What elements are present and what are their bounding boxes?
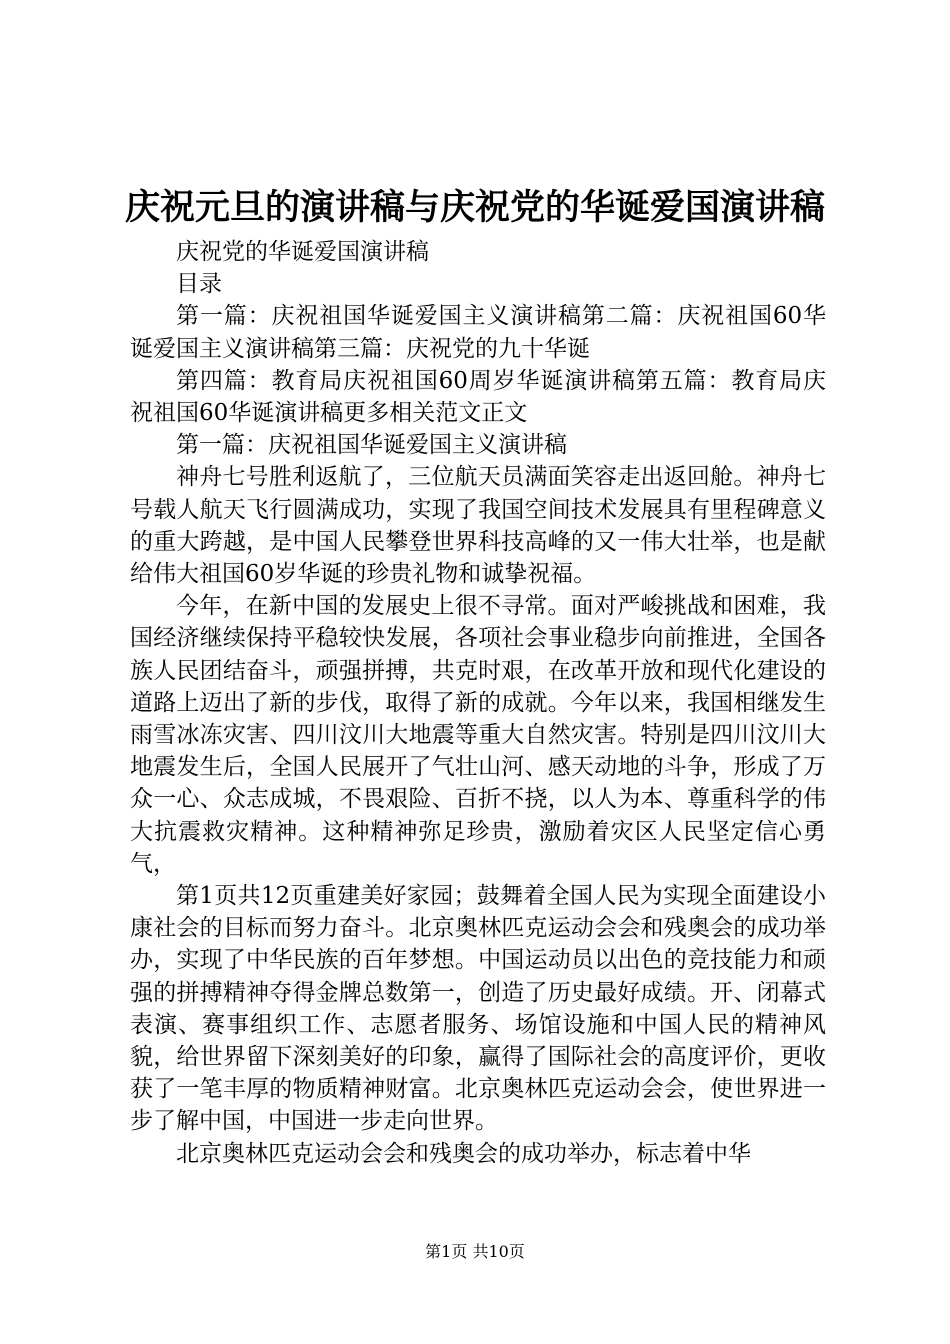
body-paragraph: 第1页共12页重建美好家园；鼓舞着全国人民为实现全面建设小康社会的目标而努力奋斗。北京奥林匹克运动会会和残奥会的成功举办，实现了中华民族的百年梦想。中国运动员以出色的竞技能力和顽强的拼搏精神夺得金牌总数第一，创造了历史最好成绩。开、闭幕式表演、赛事组织工作、志愿者服务、场馆设施和中国人民的精神风貌，给世界留下深刻美好的印象，赢得了国际社会的高度评价，更收获了一笔丰厚的物质精神财富。北京奥林匹克运动会会，使世界进一步了解中国，中国进一步走向世界。 [130, 883, 826, 1135]
body-paragraph: 神舟七号胜利返航了，三位航天员满面笑容走出返回舱。神舟七号载人航天飞行圆满成功，实现了我国空间技术发展具有里程碑意义的重大跨越，是中国人民攀登世界科技高峰的又一伟大壮举，也是献给伟大祖国60岁华诞的珍贵礼物和诚挚祝福。 [130, 464, 826, 588]
document-body [130, 236, 826, 1170]
section-heading: 第一篇：庆祝祖国华诞爱国主义演讲稿 [176, 432, 567, 459]
toc-heading: 目录 [176, 271, 222, 298]
body-paragraph: 今年，在新中国的发展史上很不寻常。面对严峻挑战和困难，我国经济继续保持平稳较快发展，各项社会事业稳步向前推进，全国各族人民团结奋斗，顽强拼搏，共克时艰，在改革开放和现代化建设的道路上迈出了新的步伐，取得了新的成就。今年以来，我国相继发生雨雪冰冻灾害、四川汶川大地震等重大自然灾害。特别是四川汶川大地震发生后，全国人民展开了气壮山河、感天动地的斗争，形成了万众一心、众志成城，不畏艰险、百折不挠，以人为本、尊重科学的伟大抗震救灾精神。这种精神弥足珍贵，激励着灾区人民坚定信心勇气， [130, 593, 826, 877]
body-paragraph: 北京奥林匹克运动会会和残奥会的成功举办，标志着中华 [176, 1140, 751, 1167]
toc-entry: 第一篇：庆祝祖国华诞爱国主义演讲稿第二篇：庆祝祖国60华诞爱国主义演讲稿第三篇：庆祝党的九十华诞 [130, 303, 826, 362]
toc-entry: 第四篇：教育局庆祝祖国60周岁华诞演讲稿第五篇：教育局庆祝祖国60华诞演讲稿更多相关范文正文 [130, 367, 826, 427]
subtitle-paragraph: 庆祝党的华诞爱国演讲稿 [176, 239, 429, 265]
page-footer: 第1页 共10页 [425, 1242, 525, 1261]
document-title: 庆祝元旦的演讲稿与庆祝党的华诞爱国演讲稿 [124, 188, 825, 228]
